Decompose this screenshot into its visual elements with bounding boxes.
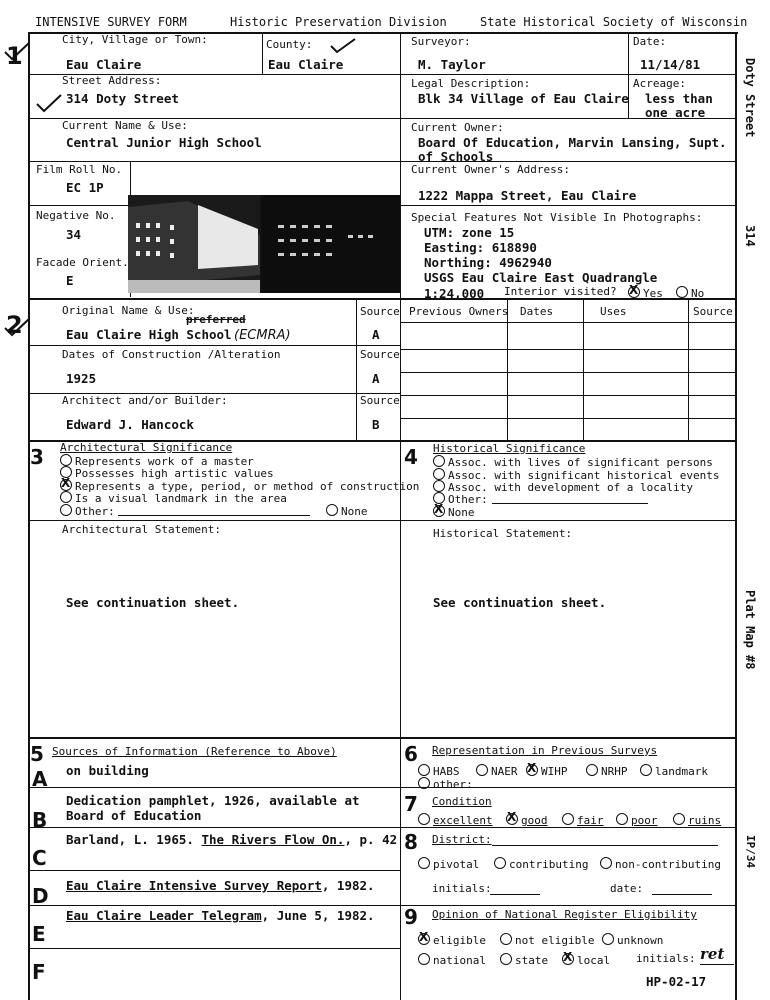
citation-author: Barland, L. 1965. [66, 832, 194, 847]
option-label: Assoc. with development of a locality [448, 481, 694, 494]
source-letter: E [32, 922, 46, 946]
utm-value[interactable]: UTM: zone 15 [424, 225, 515, 240]
radio-icon [628, 286, 640, 298]
side-street-label: Doty Street [743, 58, 757, 138]
row-line [28, 520, 735, 521]
facade-value[interactable]: E [66, 273, 74, 288]
condition-poor[interactable] [616, 813, 658, 827]
interior-visited-label: Interior visited? [504, 285, 617, 298]
negative-label: Negative No. [36, 209, 116, 222]
left-border [28, 32, 30, 1000]
citation-year: , 1982. [321, 878, 375, 893]
rep-option-landmark[interactable] [640, 764, 708, 778]
initials-blank[interactable] [490, 894, 540, 895]
option-label: eligible [433, 934, 486, 947]
source-letter: D [32, 884, 49, 908]
option-label: None [448, 506, 475, 519]
film-roll-label: Film Roll No. [36, 163, 123, 176]
city-label: City, Village or Town: [62, 33, 208, 46]
option-label: WIHP [541, 765, 568, 778]
section-number: 8 [404, 830, 418, 854]
representation-title: Representation in Previous Surveys [432, 744, 658, 757]
rep-option-wihp[interactable] [526, 764, 568, 778]
eligibility-local[interactable] [562, 953, 610, 967]
county-label: County: [266, 38, 313, 51]
original-name-label: Original Name & Use: [62, 304, 195, 317]
previous-dates-header: Dates [520, 305, 554, 318]
source-b-value-line1[interactable]: Dedication pamphlet, 1926, available at [66, 793, 360, 808]
radio-icon [60, 454, 72, 466]
radio-icon [500, 953, 512, 965]
eligibility-initials-label: initials: [636, 952, 696, 965]
source-letter: B [32, 808, 48, 832]
option-label: local [577, 954, 611, 967]
arch-other-option[interactable] [60, 504, 115, 518]
section-line [28, 737, 735, 739]
center-divider [400, 32, 401, 1000]
other-blank [492, 503, 648, 504]
building-photo [128, 195, 400, 293]
condition-excellent[interactable] [418, 813, 493, 827]
citation-page: , p. 42 [344, 832, 398, 847]
other-blank [118, 515, 310, 516]
radio-icon [562, 953, 574, 965]
option-label: fair [577, 814, 604, 827]
original-name-note: (ECMRA) [234, 328, 291, 343]
date-label: Date: [633, 35, 667, 48]
radio-icon [586, 764, 598, 776]
original-name-source[interactable]: A [372, 327, 380, 342]
sources-title: Sources of Information (Reference to Above) [52, 745, 337, 758]
row-line [400, 372, 735, 373]
option-label: other: [433, 778, 473, 791]
side-number-label: 314 [743, 225, 757, 247]
district-blank [492, 845, 718, 846]
section-number: 7 [404, 792, 418, 816]
eligibility-state[interactable] [500, 953, 548, 967]
option-label: unknown [617, 934, 664, 947]
option-label: Other: [448, 493, 488, 506]
section-number: 6 [404, 742, 418, 766]
hist-statement-value[interactable]: See continuation sheet. [433, 595, 607, 610]
radio-icon [326, 504, 338, 516]
checkmark-icon [2, 40, 32, 62]
district-non-contributing[interactable] [600, 857, 721, 871]
radio-icon [60, 491, 72, 503]
surveyor-value[interactable]: M. Taylor [418, 57, 486, 72]
eligibility-unknown[interactable] [602, 933, 663, 947]
easting-value[interactable]: Easting: 618890 [424, 240, 537, 255]
radio-icon [418, 953, 430, 965]
condition-good[interactable] [506, 813, 548, 827]
row-line [28, 787, 735, 788]
option-label: No [691, 287, 705, 300]
source-letter: A [32, 767, 48, 791]
option-label: non-contributing [615, 858, 721, 871]
side-plat-label: Plat Map #8 [743, 590, 757, 670]
preferred-note: preferred [186, 313, 246, 326]
row-line [400, 418, 735, 419]
radio-icon [418, 813, 430, 825]
acreage-value-line2[interactable]: one acre [645, 105, 706, 120]
radio-icon [418, 857, 430, 869]
architect-label: Architect and/or Builder: [62, 394, 228, 407]
source-c-value[interactable] [66, 833, 397, 847]
condition-title: Condition [432, 795, 492, 808]
acreage-value-line1[interactable]: less than [645, 91, 713, 106]
interior-yes-option[interactable] [628, 286, 663, 300]
radio-icon [418, 777, 430, 789]
row-line [28, 905, 400, 906]
radio-icon [418, 764, 430, 776]
row-line [28, 948, 400, 949]
current-owner-value-line1[interactable]: Board Of Education, Marvin Lansing, Supt. [418, 135, 727, 150]
option-label: not eligible [515, 934, 595, 947]
section-number: 1 [6, 42, 23, 70]
source-d-value[interactable] [66, 879, 375, 893]
architect-source[interactable]: B [372, 417, 380, 432]
previous-uses-header: Uses [600, 305, 627, 318]
row-line [28, 205, 130, 206]
district-contributing[interactable] [494, 857, 588, 871]
option-label: NAER [491, 765, 518, 778]
architect-value[interactable]: Edward J. Hancock [66, 417, 194, 432]
option-label: HABS [433, 765, 460, 778]
district-date-label: date: [610, 882, 644, 895]
hist-significance-title: Historical Significance [433, 442, 586, 455]
source-letter: F [32, 960, 46, 984]
eligibility-initials-value[interactable]: ret [700, 945, 725, 963]
eligibility-title: Opinion of National Register Eligibility [432, 908, 697, 921]
option-label: Other: [75, 505, 115, 518]
legal-label: Legal Description: [411, 77, 531, 90]
initials-blank [700, 964, 734, 965]
usgs-value[interactable]: USGS Eau Claire East Quadrangle [424, 270, 658, 285]
current-name-label: Current Name & Use: [62, 119, 188, 132]
source-b-value-line2[interactable]: Board of Education [66, 808, 202, 823]
rep-option-nrhp[interactable] [586, 764, 628, 778]
side-code-label: IP/34 [744, 835, 757, 869]
section-number: 3 [30, 445, 44, 469]
form-code: HP-02-17 [646, 974, 707, 989]
rep-option-habs[interactable] [418, 764, 460, 778]
row-line [400, 349, 735, 350]
previous-owners-header: Previous Owners [409, 305, 509, 318]
option-label: Represents a type, period, or method of construction [75, 480, 420, 493]
district-title: District: [432, 833, 492, 846]
radio-icon [616, 813, 628, 825]
acreage-label: Acreage: [633, 77, 686, 90]
radio-icon [494, 857, 506, 869]
radio-icon [562, 813, 574, 825]
radio-icon [526, 764, 538, 776]
eligibility-national[interactable] [418, 953, 486, 967]
option-label: landmark [655, 765, 708, 778]
radio-icon [476, 764, 488, 776]
radio-icon [600, 857, 612, 869]
eligibility-not-eligible[interactable] [500, 933, 594, 947]
rep-option-naer[interactable] [476, 764, 518, 778]
source-label: Source [360, 394, 400, 407]
hist-none-option[interactable] [433, 505, 475, 519]
dates-construction-value[interactable]: 1925 [66, 371, 97, 386]
previous-source-header: Source [693, 305, 733, 318]
option-label: Assoc. with significant historical events [448, 469, 720, 482]
row-line [28, 827, 735, 828]
surveyor-label: Surveyor: [411, 35, 471, 48]
radio-icon [60, 504, 72, 516]
facade-label: Facade Orient. [36, 256, 129, 269]
option-label: Yes [643, 287, 663, 300]
condition-ruins[interactable] [673, 813, 721, 827]
option-label: pivotal [433, 858, 480, 871]
checkmark-icon [2, 316, 32, 338]
row-line [28, 345, 400, 346]
division-name: Historic Preservation Division [230, 15, 447, 29]
special-features-label: Special Features Not Visible In Photographs: [411, 211, 703, 224]
option-label: excellent [433, 814, 493, 827]
option-label: poor [631, 814, 658, 827]
rep-option-other[interactable] [418, 777, 473, 791]
radio-icon [676, 286, 688, 298]
option-label: None [341, 505, 368, 518]
citation-title: Eau Claire Intensive Survey Report [66, 878, 322, 893]
row-line [400, 395, 735, 396]
option-label: NRHP [601, 765, 628, 778]
option-label: state [515, 954, 549, 967]
hist-option[interactable] [433, 455, 713, 469]
citation-date: , June 5, 1982. [261, 908, 375, 923]
arch-option[interactable] [60, 466, 274, 480]
option-label: Represents work of a master [75, 455, 254, 468]
interior-no-option[interactable] [676, 286, 704, 300]
city-value[interactable]: Eau Claire [66, 57, 142, 72]
row-line [400, 205, 735, 206]
row-line [28, 870, 400, 871]
source-label: Source [360, 348, 400, 361]
checkmark-icon [34, 92, 64, 114]
date-blank[interactable] [652, 894, 712, 895]
section-number: 4 [404, 445, 418, 469]
street-value[interactable]: 314 Doty Street [66, 91, 179, 106]
hist-statement-label: Historical Statement: [433, 527, 573, 540]
eligibility-eligible[interactable] [418, 933, 486, 947]
section-number: 5 [30, 742, 44, 766]
divider [356, 298, 357, 440]
radio-icon [433, 468, 445, 480]
row-line [400, 322, 735, 323]
right-border [735, 32, 737, 1000]
option-label: Is a visual landmark in the area [75, 492, 287, 505]
current-name-value[interactable]: Central Junior High School [66, 135, 262, 150]
citation-title: The Rivers Flow On. [201, 832, 345, 847]
owner-address-label: Current Owner's Address: [411, 163, 570, 176]
arch-statement-value[interactable]: See continuation sheet. [66, 595, 240, 610]
society-name: State Historical Society of Wisconsin [480, 15, 748, 29]
source-e-value[interactable] [66, 909, 375, 923]
radio-icon [506, 813, 518, 825]
northing-value[interactable]: Northing: 4962940 [424, 255, 552, 270]
option-label: contributing [509, 858, 589, 871]
current-owner-value-line2[interactable]: of Schools [418, 149, 494, 164]
divider [262, 32, 263, 74]
dates-construction-label: Dates of Construction /Alteration [62, 348, 281, 361]
option-label: Assoc. with lives of significant persons [448, 456, 713, 469]
option-label: Possesses high artistic values [75, 467, 274, 480]
row-line [28, 161, 735, 162]
source-a-value[interactable]: on building [66, 763, 149, 778]
scale-value[interactable]: 1:24,000 [424, 286, 485, 301]
source-label: Source [360, 305, 400, 318]
condition-fair[interactable] [562, 813, 604, 827]
source-letter: C [32, 846, 47, 870]
section-number: 9 [404, 905, 418, 929]
radio-icon [60, 479, 72, 491]
row-line [400, 905, 735, 906]
citation-title: Eau Claire Leader Telegram [66, 908, 262, 923]
radio-icon [433, 480, 445, 492]
radio-icon [418, 933, 430, 945]
negative-value[interactable]: 34 [66, 227, 82, 242]
option-label: ruins [688, 814, 722, 827]
owner-address-value[interactable]: 1222 Mappa Street, Eau Claire [418, 188, 637, 203]
radio-icon [433, 455, 445, 467]
option-label: good [521, 814, 548, 827]
arch-none-option[interactable] [326, 504, 368, 518]
form-title: INTENSIVE SURVEY FORM [35, 15, 187, 29]
radio-icon [602, 933, 614, 945]
dates-source[interactable]: A [372, 371, 380, 386]
film-roll-value[interactable]: EC 1P [66, 180, 104, 195]
radio-icon [640, 764, 652, 776]
date-value[interactable]: 11/14/81 [640, 57, 701, 72]
radio-icon [433, 505, 445, 517]
district-initials-label: initials: [432, 882, 492, 895]
arch-option[interactable] [60, 491, 287, 505]
option-label: national [433, 954, 486, 967]
original-name-value[interactable]: Eau Claire High School [66, 327, 232, 342]
checkmark-icon [328, 36, 358, 56]
radio-icon [500, 933, 512, 945]
legal-value[interactable]: Blk 34 Village of Eau Claire [418, 91, 629, 106]
radio-icon [673, 813, 685, 825]
current-owner-label: Current Owner: [411, 121, 504, 134]
arch-significance-title: Architectural Significance [60, 441, 233, 454]
county-value[interactable]: Eau Claire [268, 57, 344, 72]
arch-statement-label: Architectural Statement: [62, 523, 221, 536]
section-number: 2 [6, 311, 23, 339]
district-pivotal[interactable] [418, 857, 479, 871]
street-label: Street Address: [62, 74, 162, 87]
